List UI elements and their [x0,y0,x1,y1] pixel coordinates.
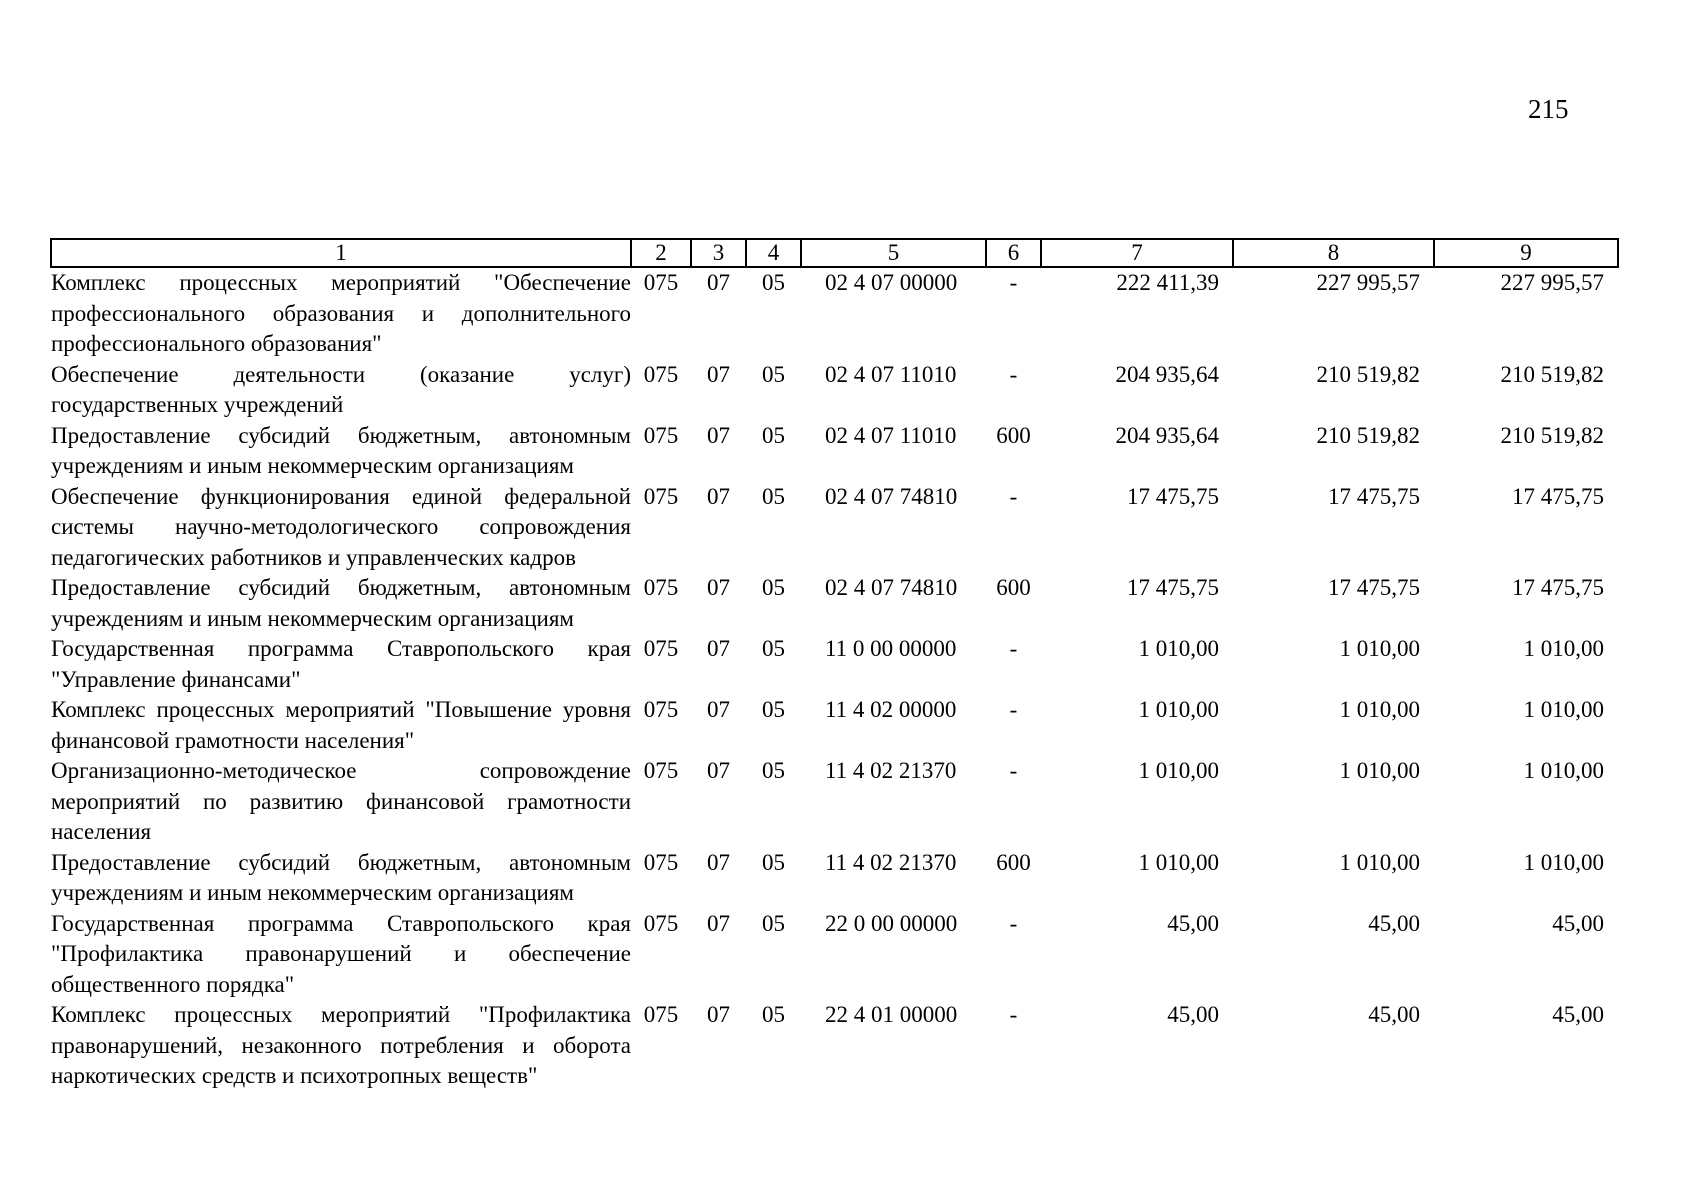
amount-cell-col8: 17 475,75 [1328,483,1420,509]
amount-cell-col7: 222 411,39 [1116,270,1219,295]
amount-cell-col9: 227 995,57 [1500,270,1604,295]
table-body [51,267,1618,1092]
target-article-cell: 11 4 02 00000 [825,697,957,722]
amount-cell-col7: 45,00 [1167,910,1219,936]
ministry-code-cell: 075 [643,636,679,661]
amount-cell-col7: 1 010,00 [1138,697,1219,722]
amount-cell-col9: 210 519,82 [1500,422,1604,448]
amount-cell-col9: 17 475,75 [1512,483,1604,509]
row-name-cell: Государственная программа Ставропольского края "Профилактика правонарушений и обеспечение общественного порядка" [51,910,631,997]
section-code-cell: 07 [707,361,730,387]
subsection-code-cell: 05 [762,361,785,387]
table-row [51,756,1618,848]
row-name-cell: Предоставление субсидий бюджетным, автономным учреждениям и иным некоммерческим организациям [51,849,631,905]
section-code-cell: 07 [707,1002,730,1027]
row-name-cell: Обеспечение деятельности (оказание услуг) государственных учреждений [51,361,631,417]
ministry-code-cell: 075 [643,270,679,295]
ministry-code-cell: 075 [643,422,679,448]
amount-cell-col8: 17 475,75 [1328,575,1420,600]
amount-cell-col7: 17 475,75 [1127,483,1219,509]
amount-cell-col9: 1 010,00 [1523,697,1604,722]
table-row [51,1000,1618,1092]
subsection-code-cell: 05 [762,697,785,722]
expense-type-cell: - [1009,270,1018,295]
subsection-code-cell: 05 [762,1002,785,1027]
ministry-code-cell: 075 [643,483,679,509]
expense-type-cell: - [1009,361,1018,387]
section-code-cell: 07 [707,849,730,875]
amount-cell-col8: 1 010,00 [1339,636,1420,661]
subsection-code-cell: 05 [762,636,785,661]
section-code-cell: 07 [707,758,730,783]
section-code-cell: 07 [707,575,730,600]
expense-type-cell: - [1009,758,1018,783]
expense-type-cell: - [1009,697,1018,722]
ministry-code-cell: 075 [643,361,679,387]
amount-cell-col7: 1 010,00 [1138,758,1219,783]
target-article-cell: 02 4 07 11010 [825,361,957,387]
target-article-cell: 22 0 00 00000 [825,910,958,936]
section-code-cell: 07 [707,636,730,661]
table-row [51,909,1618,1001]
subsection-code-cell: 05 [762,575,785,600]
amount-cell-col7: 1 010,00 [1138,636,1219,661]
target-article-cell: 11 4 02 21370 [825,849,957,875]
section-code-cell: 07 [707,910,730,936]
page-number: 215 [1528,94,1569,124]
table-row [51,573,1618,634]
table-header-row [51,239,1618,267]
subsection-code-cell: 05 [762,422,785,448]
subsection-code-cell: 05 [762,849,785,875]
table-row [51,421,1618,482]
amount-cell-col8: 210 519,82 [1316,422,1420,448]
budget-table [50,238,1619,1092]
subsection-code-cell: 05 [762,758,785,783]
row-name-cell: Обеспечение функционирования единой федеральной системы научно-методологического сопровождения педагогических работников и управленческих кадров [51,483,631,570]
amount-cell-col9: 45,00 [1552,1002,1604,1027]
amount-cell-col8: 1 010,00 [1339,758,1420,783]
amount-cell-col8: 45,00 [1368,1002,1420,1027]
row-name-cell: Предоставление субсидий бюджетным, автономным учреждениям и иным некоммерческим организациям [51,575,631,631]
table-row [51,634,1618,695]
amount-cell-col8: 227 995,57 [1316,270,1420,295]
target-article-cell: 02 4 07 74810 [825,483,958,509]
row-name-cell: Комплекс процессных мероприятий "Профилактика правонарушений, незаконного потребления и оборота наркотических средств и психотропных веществ" [51,1002,631,1088]
target-article-cell: 22 4 01 00000 [825,1002,958,1027]
amount-cell-col8: 210 519,82 [1316,361,1420,387]
subsection-code-cell: 05 [762,910,785,936]
column-header: 6 [986,239,1041,267]
column-header: 3 [691,239,746,267]
amount-cell-col8: 1 010,00 [1339,697,1420,722]
row-name-cell: Организационно-методическое сопровождение мероприятий по развитию финансовой грамотности населения [51,758,631,844]
column-header: 5 [801,239,986,267]
row-name-cell: Предоставление субсидий бюджетным, автономным учреждениям и иным некоммерческим организациям [51,422,631,478]
ministry-code-cell: 075 [643,1002,679,1027]
column-header: 2 [631,239,691,267]
column-header: 4 [746,239,801,267]
table-row [51,848,1618,909]
amount-cell-col9: 17 475,75 [1512,575,1604,600]
table-row [51,695,1618,756]
amount-cell-col8: 1 010,00 [1339,849,1420,875]
amount-cell-col9: 1 010,00 [1523,758,1604,783]
expense-type-cell: - [1009,636,1018,661]
expense-type-cell: - [1009,483,1018,509]
table-row [51,267,1618,360]
amount-cell-col9: 45,00 [1552,910,1604,936]
row-name-cell: Государственная программа Ставропольского края "Управление финансами" [51,636,631,692]
subsection-code-cell: 05 [762,483,785,509]
expense-type-cell: - [1009,910,1018,936]
row-name-cell: Комплекс процессных мероприятий "Повышение уровня финансовой грамотности населения" [51,697,631,753]
expense-type-cell: - [1009,1002,1018,1027]
amount-cell-col7: 17 475,75 [1127,575,1219,600]
target-article-cell: 11 0 00 00000 [825,636,957,661]
ministry-code-cell: 075 [643,910,679,936]
table-row [51,360,1618,421]
expense-type-cell: 600 [996,575,1031,600]
column-header: 7 [1041,239,1233,267]
amount-cell-col7: 204 935,64 [1115,422,1219,448]
ministry-code-cell: 075 [643,575,679,600]
expense-type-cell: 600 [996,849,1031,875]
ministry-code-cell: 075 [643,849,679,875]
target-article-cell: 11 4 02 21370 [825,758,957,783]
section-code-cell: 07 [707,697,730,722]
column-header: 1 [51,239,631,267]
target-article-cell: 02 4 07 11010 [825,422,957,448]
target-article-cell: 02 4 07 74810 [825,575,958,600]
section-code-cell: 07 [707,270,730,295]
amount-cell-col7: 204 935,64 [1115,361,1219,387]
section-code-cell: 07 [707,483,730,509]
amount-cell-col9: 1 010,00 [1523,849,1604,875]
target-article-cell: 02 4 07 00000 [825,270,958,295]
amount-cell-col9: 1 010,00 [1523,636,1604,661]
subsection-code-cell: 05 [762,270,785,295]
column-header: 8 [1233,239,1434,267]
section-code-cell: 07 [707,422,730,448]
column-header: 9 [1434,239,1618,267]
amount-cell-col9: 210 519,82 [1500,361,1604,387]
ministry-code-cell: 075 [643,697,679,722]
ministry-code-cell: 075 [643,758,679,783]
amount-cell-col8: 45,00 [1368,910,1420,936]
table-row [51,482,1618,574]
amount-cell-col7: 1 010,00 [1138,849,1219,875]
expense-type-cell: 600 [996,422,1031,448]
row-name-cell: Комплекс процессных мероприятий "Обеспечение профессионального образования и дополнительного профессионального образования" [51,270,631,356]
amount-cell-col7: 45,00 [1167,1002,1219,1027]
